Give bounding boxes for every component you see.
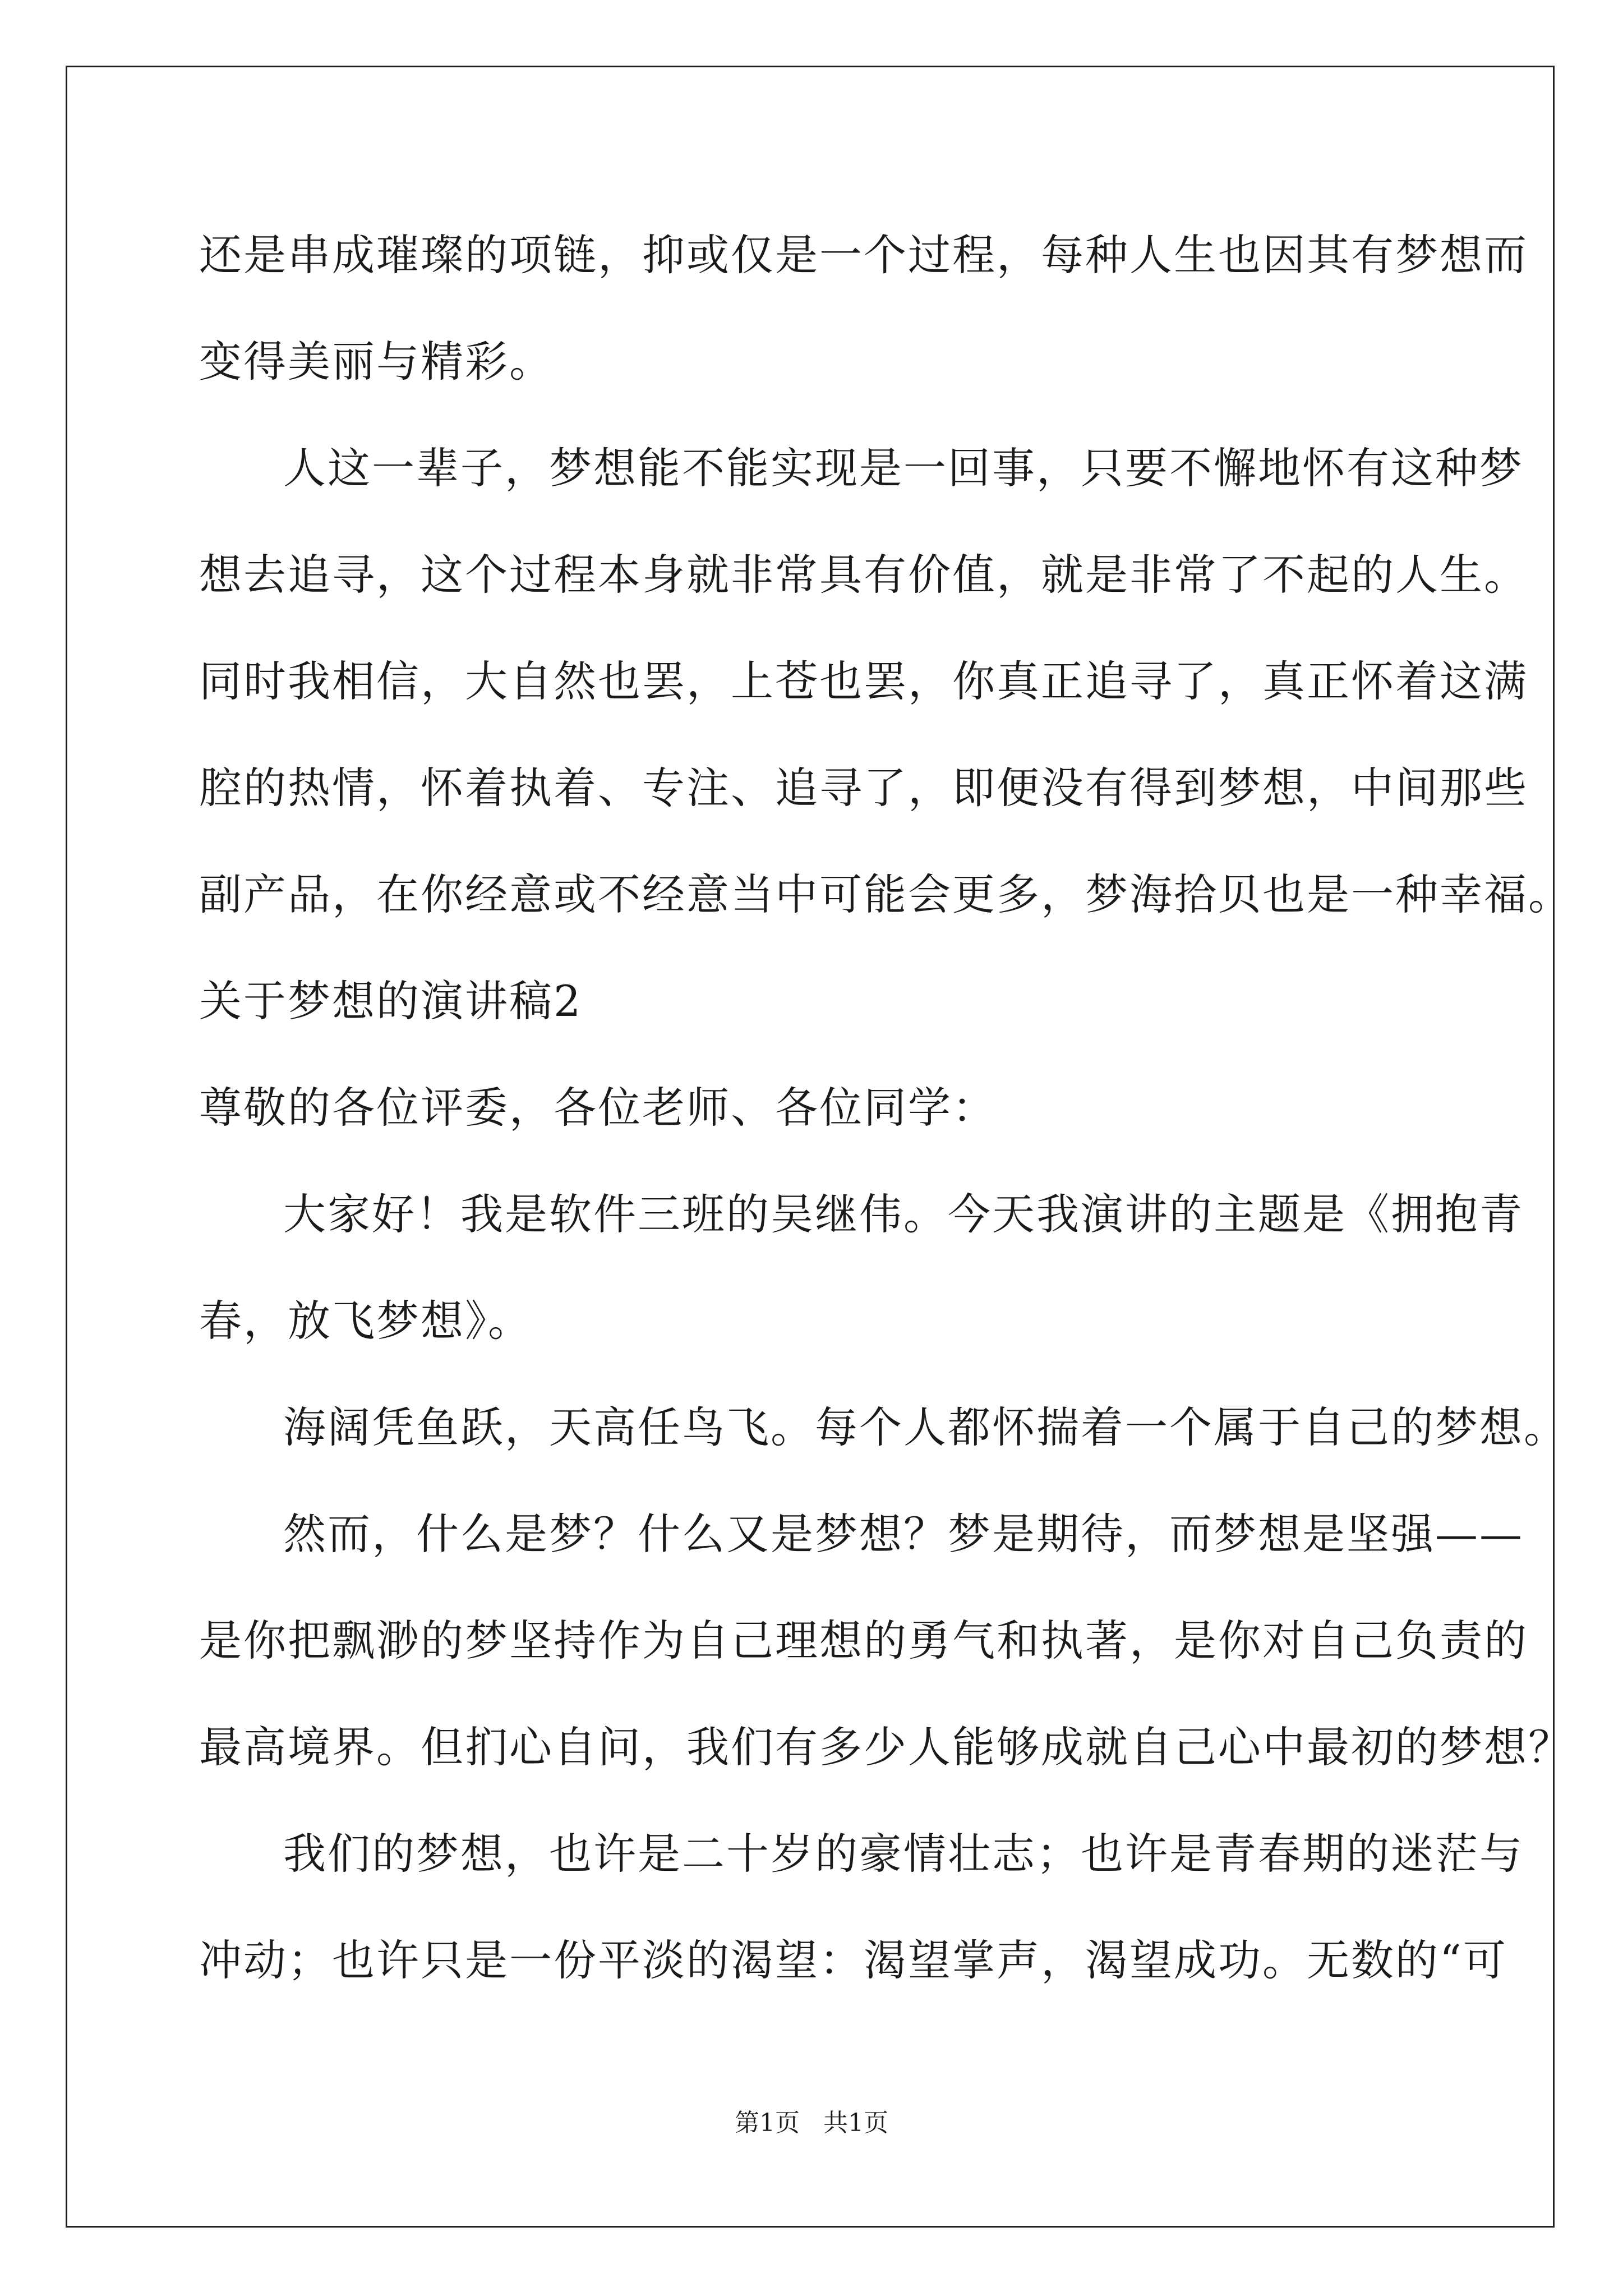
text-line: 想去追寻，这个过程本身就非常具有价值，就是非常了不起的人生。 (199, 550, 1528, 600)
page-number-footer: 第1页 共1页 (735, 2109, 888, 2137)
text-line: 同时我相信，大自然也罢，上苍也罢，你真正追寻了，真正怀着这满 (199, 656, 1528, 706)
salutation-line: 尊敬的各位评委，各位老师、各位同学： (199, 1083, 997, 1133)
text-line: 腔的热情，怀着执着、专注、追寻了，即便没有得到梦想，中间那些 (199, 763, 1528, 813)
text-line: 是你把飘渺的梦坚持作为自己理想的勇气和执著，是你对自己负责的 (199, 1616, 1528, 1665)
document-body (199, 202, 1573, 2014)
paragraph-start-line: 我们的梦想，也许是二十岁的豪情壮志；也许是青春期的迷茫与 (283, 1829, 1524, 1879)
paragraph-start-line: 然而，什么是梦？什么又是梦想？梦是期待，而梦想是坚强—— (283, 1509, 1524, 1559)
text-line: 春，放飞梦想》。 (199, 1296, 532, 1346)
section-heading: 关于梦想的演讲稿2 (199, 976, 583, 1026)
text-line: 最高境界。但扪心自问，我们有多少人能够成就自己心中最初的梦想？ (199, 1722, 1573, 1772)
text-line: 还是串成璀璨的项链，抑或仅是一个过程，每种人生也因其有梦想而 (199, 230, 1528, 280)
paragraph-start-line: 人这一辈子，梦想能不能实现是一回事，只要不懈地怀有这种梦 (283, 443, 1524, 493)
text-line: 副产品，在你经意或不经意当中可能会更多，梦海拾贝也是一种幸福。 (199, 869, 1573, 919)
paragraph-start-line: 大家好！我是软件三班的吴继伟。今天我演讲的主题是《拥抱青 (283, 1189, 1524, 1239)
text-line: 冲动；也许只是一份平淡的渴望：渴望掌声，渴望成功。无数的“可 (199, 1935, 1507, 1985)
text-line: 变得美丽与精彩。 (199, 337, 554, 386)
paragraph-start-line: 海阔凭鱼跃，天高任鸟飞。每个人都怀揣着一个属于自己的梦想。 (283, 1402, 1568, 1452)
